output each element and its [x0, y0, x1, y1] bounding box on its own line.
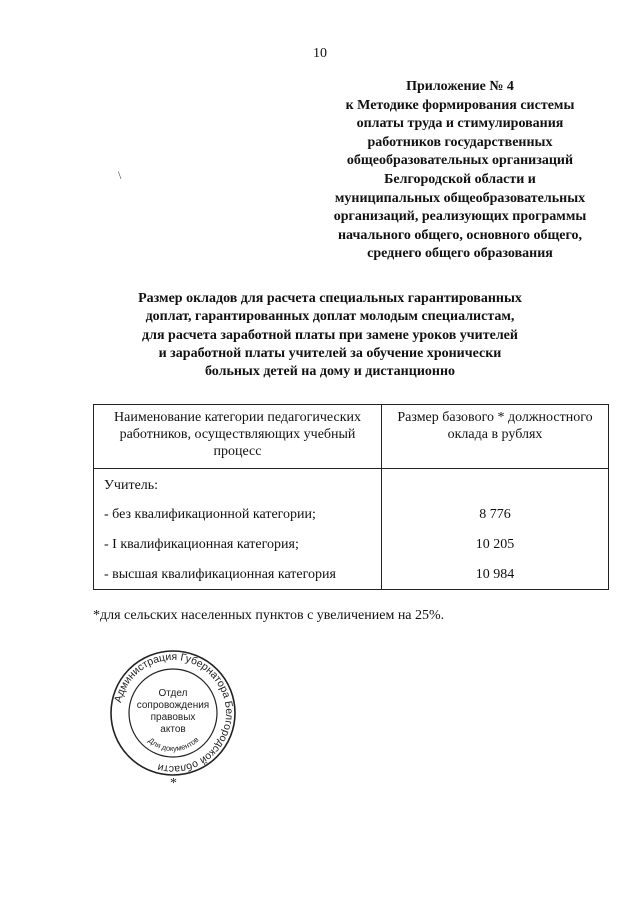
appendix-line: к Методике формирования системы [345, 97, 575, 113]
row-name: - I квалификационная категория; [104, 537, 299, 552]
title-line: и заработной платы учителей за обучение хронически [158, 345, 502, 361]
group-label: Учитель: [104, 478, 159, 493]
appendix-heading [330, 78, 590, 264]
appendix-line: оплаты труда и стимулирования [356, 116, 564, 132]
row-value: 8 776 [479, 507, 511, 522]
stamp-center-line: правовых [150, 712, 196, 723]
appendix-line: муниципальных общеобразовательных [334, 190, 586, 206]
title-line: для расчета заработной платы при замене уроков учителей [142, 327, 518, 343]
row-value: 10 984 [475, 567, 515, 582]
appendix-line: работников государственных [367, 134, 553, 150]
salary-values-cell [382, 469, 609, 590]
row-value: 10 205 [475, 537, 515, 552]
stray-mark: \ [118, 168, 122, 182]
stamp-center-line: Отдел [158, 688, 188, 699]
header-category-name: Наименование категории педагогических работников, осуществляющих учебный процесс [94, 405, 382, 469]
stamp-center-line: актов [160, 724, 186, 735]
official-stamp [108, 648, 238, 778]
appendix-line: среднего общего образования [367, 246, 553, 262]
appendix-line: организаций, реализующих программы [333, 209, 587, 225]
stamp-inner-arc-text: Для документов [146, 735, 201, 754]
category-names-cell [94, 469, 382, 590]
page-number: 10 [313, 46, 327, 61]
title-line: Размер окладов для расчета специальных гарантированных [138, 291, 522, 306]
table-row [94, 469, 609, 590]
appendix-line: Приложение № 4 [406, 79, 514, 94]
table-header-row [94, 405, 609, 469]
appendix-line: начального общего, основного общего, [337, 227, 582, 243]
appendix-line: Белгородской области и [384, 171, 536, 187]
row-name: - без квалификационной категории; [104, 507, 316, 522]
header-base-salary: Размер базового * должностного оклада в рублях [382, 405, 609, 469]
footnote: *для сельских населенных пунктов с увеличением на 25%. [93, 608, 445, 623]
stamp-outer-text: Администрация Губернатора Белгородской области [112, 650, 236, 776]
title-line: больных детей на дому и дистанционно [204, 364, 456, 380]
row-name: - высшая квалификационная категория [104, 567, 336, 582]
document-title [120, 290, 540, 381]
title-line: доплат, гарантированных доплат молодым специалистам, [145, 309, 515, 325]
appendix-line: общеобразовательных организаций [346, 153, 574, 169]
stamp-star-icon: * [170, 776, 177, 791]
salary-table [93, 404, 609, 590]
stamp-center-line: сопровождения [136, 700, 210, 711]
